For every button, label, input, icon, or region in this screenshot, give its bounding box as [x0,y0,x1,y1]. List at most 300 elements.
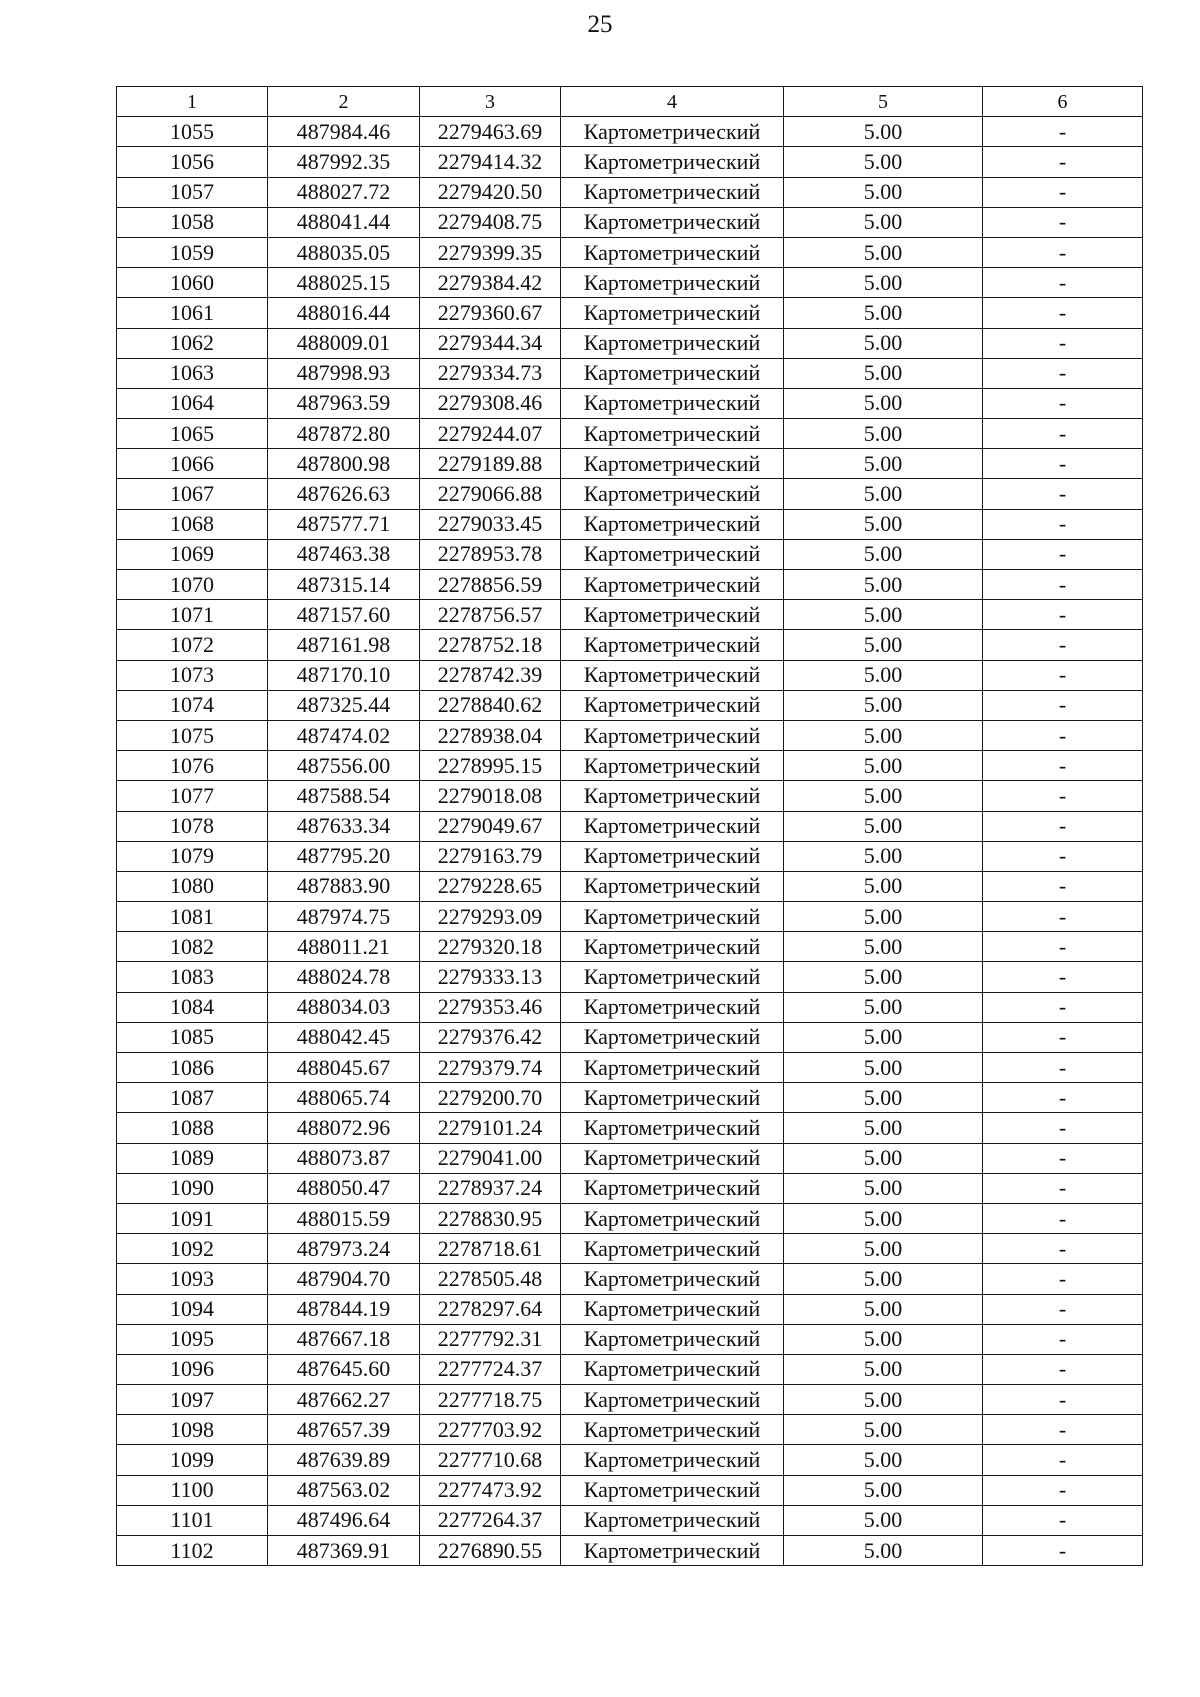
y-coordinate-cell: 2279293.09 [420,902,561,932]
accuracy-cell: 5.00 [784,1415,983,1445]
y-coordinate-cell: 2279244.07 [420,419,561,449]
y-coordinate-cell: 2279333.13 [420,962,561,992]
note-cell: - [983,1022,1143,1052]
method-cell: Картометрический [561,1203,784,1233]
x-coordinate-cell: 487667.18 [268,1324,420,1354]
note-cell: - [983,388,1143,418]
table-row [117,962,1143,992]
column-header-2: 2 [268,87,420,117]
accuracy-cell: 5.00 [784,237,983,267]
method-cell: Картометрический [561,660,784,690]
accuracy-cell: 5.00 [784,630,983,660]
point-number-cell: 1081 [117,902,268,932]
point-number-cell: 1078 [117,811,268,841]
method-cell: Картометрический [561,1143,784,1173]
method-cell: Картометрический [561,328,784,358]
accuracy-cell: 5.00 [784,1173,983,1203]
y-coordinate-cell: 2277718.75 [420,1385,561,1415]
table-row [117,539,1143,569]
x-coordinate-cell: 487588.54 [268,781,420,811]
y-coordinate-cell: 2279066.88 [420,479,561,509]
y-coordinate-cell: 2278840.62 [420,690,561,720]
column-header-1: 1 [117,87,268,117]
point-number-cell: 1063 [117,358,268,388]
y-coordinate-cell: 2278830.95 [420,1203,561,1233]
accuracy-cell: 5.00 [784,388,983,418]
point-number-cell: 1080 [117,871,268,901]
method-cell: Картометрический [561,147,784,177]
x-coordinate-cell: 487872.80 [268,419,420,449]
table-row [117,781,1143,811]
x-coordinate-cell: 487463.38 [268,539,420,569]
table-row [117,1053,1143,1083]
y-coordinate-cell: 2279408.75 [420,207,561,237]
x-coordinate-cell: 487626.63 [268,479,420,509]
note-cell: - [983,1113,1143,1143]
accuracy-cell: 5.00 [784,932,983,962]
y-coordinate-cell: 2279414.32 [420,147,561,177]
y-coordinate-cell: 2279420.50 [420,177,561,207]
accuracy-cell: 5.00 [784,1324,983,1354]
y-coordinate-cell: 2279189.88 [420,449,561,479]
method-cell: Картометрический [561,1173,784,1203]
x-coordinate-cell: 488073.87 [268,1143,420,1173]
note-cell: - [983,449,1143,479]
note-cell: - [983,1415,1143,1445]
method-cell: Картометрический [561,962,784,992]
x-coordinate-cell: 488011.21 [268,932,420,962]
accuracy-cell: 5.00 [784,1053,983,1083]
column-header-3: 3 [420,87,561,117]
x-coordinate-cell: 488041.44 [268,207,420,237]
x-coordinate-cell: 488027.72 [268,177,420,207]
method-cell: Картометрический [561,1083,784,1113]
table-body [117,117,1143,1566]
point-number-cell: 1074 [117,690,268,720]
x-coordinate-cell: 487662.27 [268,1385,420,1415]
table-row [117,177,1143,207]
y-coordinate-cell: 2279200.70 [420,1083,561,1113]
accuracy-cell: 5.00 [784,992,983,1022]
note-cell: - [983,177,1143,207]
point-number-cell: 1094 [117,1294,268,1324]
x-coordinate-cell: 487325.44 [268,690,420,720]
y-coordinate-cell: 2279308.46 [420,388,561,418]
accuracy-cell: 5.00 [784,1505,983,1535]
note-cell: - [983,268,1143,298]
note-cell: - [983,902,1143,932]
method-cell: Картометрический [561,600,784,630]
note-cell: - [983,1234,1143,1264]
table-row [117,992,1143,1022]
note-cell: - [983,1475,1143,1505]
point-number-cell: 1095 [117,1324,268,1354]
note-cell: - [983,1264,1143,1294]
y-coordinate-cell: 2279320.18 [420,932,561,962]
accuracy-cell: 5.00 [784,419,983,449]
method-cell: Картометрический [561,419,784,449]
note-cell: - [983,1203,1143,1233]
accuracy-cell: 5.00 [784,207,983,237]
note-cell: - [983,1294,1143,1324]
accuracy-cell: 5.00 [784,1294,983,1324]
note-cell: - [983,841,1143,871]
y-coordinate-cell: 2278752.18 [420,630,561,660]
table-row [117,419,1143,449]
note-cell: - [983,1445,1143,1475]
table-row [117,1173,1143,1203]
point-number-cell: 1068 [117,509,268,539]
accuracy-cell: 5.00 [784,660,983,690]
accuracy-cell: 5.00 [784,1143,983,1173]
point-number-cell: 1093 [117,1264,268,1294]
x-coordinate-cell: 487639.89 [268,1445,420,1475]
method-cell: Картометрический [561,1354,784,1384]
coordinates-table [116,86,1143,1566]
method-cell: Картометрический [561,298,784,328]
x-coordinate-cell: 487844.19 [268,1294,420,1324]
accuracy-cell: 5.00 [784,298,983,328]
point-number-cell: 1079 [117,841,268,871]
x-coordinate-cell: 488034.03 [268,992,420,1022]
accuracy-cell: 5.00 [784,1445,983,1475]
x-coordinate-cell: 488045.67 [268,1053,420,1083]
method-cell: Картометрический [561,811,784,841]
y-coordinate-cell: 2278856.59 [420,570,561,600]
note-cell: - [983,690,1143,720]
point-number-cell: 1083 [117,962,268,992]
header-row [117,87,1143,117]
accuracy-cell: 5.00 [784,177,983,207]
accuracy-cell: 5.00 [784,1022,983,1052]
method-cell: Картометрический [561,479,784,509]
point-number-cell: 1082 [117,932,268,962]
accuracy-cell: 5.00 [784,1203,983,1233]
method-cell: Картометрический [561,1445,784,1475]
table-row [117,841,1143,871]
note-cell: - [983,1354,1143,1384]
method-cell: Картометрический [561,1234,784,1264]
accuracy-cell: 5.00 [784,449,983,479]
accuracy-cell: 5.00 [784,871,983,901]
point-number-cell: 1088 [117,1113,268,1143]
x-coordinate-cell: 487998.93 [268,358,420,388]
point-number-cell: 1067 [117,479,268,509]
note-cell: - [983,419,1143,449]
accuracy-cell: 5.00 [784,600,983,630]
accuracy-cell: 5.00 [784,1234,983,1264]
note-cell: - [983,1505,1143,1535]
x-coordinate-cell: 488024.78 [268,962,420,992]
note-cell: - [983,1053,1143,1083]
method-cell: Картометрический [561,1294,784,1324]
accuracy-cell: 5.00 [784,1354,983,1384]
point-number-cell: 1099 [117,1445,268,1475]
note-cell: - [983,1173,1143,1203]
table-row [117,358,1143,388]
y-coordinate-cell: 2279384.42 [420,268,561,298]
x-coordinate-cell: 487633.34 [268,811,420,841]
method-cell: Картометрический [561,207,784,237]
table-row [117,1354,1143,1384]
accuracy-cell: 5.00 [784,1385,983,1415]
x-coordinate-cell: 487974.75 [268,902,420,932]
point-number-cell: 1055 [117,117,268,147]
y-coordinate-cell: 2279041.00 [420,1143,561,1173]
table-row [117,1022,1143,1052]
y-coordinate-cell: 2277710.68 [420,1445,561,1475]
x-coordinate-cell: 487157.60 [268,600,420,630]
method-cell: Картометрический [561,1536,784,1566]
y-coordinate-cell: 2278756.57 [420,600,561,630]
accuracy-cell: 5.00 [784,811,983,841]
accuracy-cell: 5.00 [784,720,983,750]
table-row [117,388,1143,418]
y-coordinate-cell: 2279379.74 [420,1053,561,1083]
y-coordinate-cell: 2278953.78 [420,539,561,569]
accuracy-cell: 5.00 [784,1113,983,1143]
note-cell: - [983,1143,1143,1173]
table-row [117,1113,1143,1143]
table-row [117,268,1143,298]
y-coordinate-cell: 2279101.24 [420,1113,561,1143]
x-coordinate-cell: 487795.20 [268,841,420,871]
y-coordinate-cell: 2279399.35 [420,237,561,267]
table-row [117,298,1143,328]
table-row [117,751,1143,781]
x-coordinate-cell: 488072.96 [268,1113,420,1143]
y-coordinate-cell: 2279376.42 [420,1022,561,1052]
y-coordinate-cell: 2278742.39 [420,660,561,690]
table-row [117,509,1143,539]
table-row [117,871,1143,901]
note-cell: - [983,358,1143,388]
accuracy-cell: 5.00 [784,1083,983,1113]
point-number-cell: 1089 [117,1143,268,1173]
x-coordinate-cell: 488009.01 [268,328,420,358]
table-row [117,1083,1143,1113]
method-cell: Картометрический [561,449,784,479]
note-cell: - [983,117,1143,147]
y-coordinate-cell: 2276890.55 [420,1536,561,1566]
point-number-cell: 1059 [117,237,268,267]
method-cell: Картометрический [561,1505,784,1535]
accuracy-cell: 5.00 [784,539,983,569]
method-cell: Картометрический [561,1264,784,1294]
accuracy-cell: 5.00 [784,1536,983,1566]
y-coordinate-cell: 2279228.65 [420,871,561,901]
x-coordinate-cell: 487577.71 [268,509,420,539]
y-coordinate-cell: 2277264.37 [420,1505,561,1535]
table-row [117,1505,1143,1535]
method-cell: Картометрический [561,781,784,811]
note-cell: - [983,630,1143,660]
accuracy-cell: 5.00 [784,902,983,932]
column-header-6: 6 [983,87,1143,117]
method-cell: Картометрический [561,1113,784,1143]
accuracy-cell: 5.00 [784,358,983,388]
y-coordinate-cell: 2278718.61 [420,1234,561,1264]
method-cell: Картометрический [561,358,784,388]
x-coordinate-cell: 488016.44 [268,298,420,328]
method-cell: Картометрический [561,751,784,781]
table-row [117,1385,1143,1415]
table-row [117,1536,1143,1566]
method-cell: Картометрический [561,1022,784,1052]
point-number-cell: 1077 [117,781,268,811]
point-number-cell: 1086 [117,1053,268,1083]
point-number-cell: 1087 [117,1083,268,1113]
accuracy-cell: 5.00 [784,328,983,358]
table-row [117,660,1143,690]
y-coordinate-cell: 2277724.37 [420,1354,561,1384]
point-number-cell: 1065 [117,419,268,449]
point-number-cell: 1069 [117,539,268,569]
y-coordinate-cell: 2279353.46 [420,992,561,1022]
method-cell: Картометрический [561,237,784,267]
x-coordinate-cell: 487973.24 [268,1234,420,1264]
table-row [117,1143,1143,1173]
note-cell: - [983,539,1143,569]
accuracy-cell: 5.00 [784,570,983,600]
accuracy-cell: 5.00 [784,1264,983,1294]
accuracy-cell: 5.00 [784,268,983,298]
x-coordinate-cell: 487496.64 [268,1505,420,1535]
note-cell: - [983,1385,1143,1415]
point-number-cell: 1073 [117,660,268,690]
note-cell: - [983,479,1143,509]
table-row [117,1415,1143,1445]
x-coordinate-cell: 488025.15 [268,268,420,298]
note-cell: - [983,871,1143,901]
page-number: 25 [587,11,613,38]
point-number-cell: 1066 [117,449,268,479]
note-cell: - [983,328,1143,358]
table-row [117,207,1143,237]
point-number-cell: 1062 [117,328,268,358]
x-coordinate-cell: 487369.91 [268,1536,420,1566]
accuracy-cell: 5.00 [784,147,983,177]
point-number-cell: 1084 [117,992,268,1022]
point-number-cell: 1071 [117,600,268,630]
x-coordinate-cell: 487800.98 [268,449,420,479]
x-coordinate-cell: 487161.98 [268,630,420,660]
point-number-cell: 1076 [117,751,268,781]
note-cell: - [983,781,1143,811]
method-cell: Картометрический [561,932,784,962]
accuracy-cell: 5.00 [784,690,983,720]
method-cell: Картометрический [561,1324,784,1354]
point-number-cell: 1101 [117,1505,268,1535]
column-header-5: 5 [784,87,983,117]
point-number-cell: 1100 [117,1475,268,1505]
table-row [117,690,1143,720]
y-coordinate-cell: 2277792.31 [420,1324,561,1354]
x-coordinate-cell: 488065.74 [268,1083,420,1113]
method-cell: Картометрический [561,1385,784,1415]
method-cell: Картометрический [561,630,784,660]
point-number-cell: 1072 [117,630,268,660]
note-cell: - [983,1324,1143,1354]
table-row [117,237,1143,267]
y-coordinate-cell: 2278505.48 [420,1264,561,1294]
method-cell: Картометрический [561,902,784,932]
table-row [117,932,1143,962]
table-row [117,570,1143,600]
point-number-cell: 1075 [117,720,268,750]
note-cell: - [983,1536,1143,1566]
note-cell: - [983,932,1143,962]
y-coordinate-cell: 2279344.34 [420,328,561,358]
method-cell: Картометрический [561,871,784,901]
point-number-cell: 1057 [117,177,268,207]
y-coordinate-cell: 2279033.45 [420,509,561,539]
x-coordinate-cell: 487904.70 [268,1264,420,1294]
method-cell: Картометрический [561,720,784,750]
note-cell: - [983,237,1143,267]
point-number-cell: 1092 [117,1234,268,1264]
table-row [117,479,1143,509]
method-cell: Картометрический [561,841,784,871]
table-row [117,1475,1143,1505]
y-coordinate-cell: 2277703.92 [420,1415,561,1445]
method-cell: Картометрический [561,1415,784,1445]
note-cell: - [983,751,1143,781]
point-number-cell: 1056 [117,147,268,177]
accuracy-cell: 5.00 [784,1475,983,1505]
y-coordinate-cell: 2279360.67 [420,298,561,328]
x-coordinate-cell: 487963.59 [268,388,420,418]
note-cell: - [983,992,1143,1022]
x-coordinate-cell: 487563.02 [268,1475,420,1505]
x-coordinate-cell: 487556.00 [268,751,420,781]
table-row [117,449,1143,479]
note-cell: - [983,600,1143,630]
accuracy-cell: 5.00 [784,751,983,781]
note-cell: - [983,207,1143,237]
table-row [117,1203,1143,1233]
y-coordinate-cell: 2277473.92 [420,1475,561,1505]
point-number-cell: 1070 [117,570,268,600]
y-coordinate-cell: 2278938.04 [420,720,561,750]
point-number-cell: 1085 [117,1022,268,1052]
x-coordinate-cell: 488035.05 [268,237,420,267]
method-cell: Картометрический [561,690,784,720]
table-row [117,117,1143,147]
note-cell: - [983,660,1143,690]
point-number-cell: 1058 [117,207,268,237]
x-coordinate-cell: 488042.45 [268,1022,420,1052]
note-cell: - [983,1083,1143,1113]
accuracy-cell: 5.00 [784,509,983,539]
table-header [117,87,1143,117]
x-coordinate-cell: 487883.90 [268,871,420,901]
column-header-4: 4 [561,87,784,117]
x-coordinate-cell: 487474.02 [268,720,420,750]
method-cell: Картометрический [561,992,784,1022]
method-cell: Картометрический [561,117,784,147]
y-coordinate-cell: 2278297.64 [420,1294,561,1324]
point-number-cell: 1097 [117,1385,268,1415]
note-cell: - [983,147,1143,177]
note-cell: - [983,811,1143,841]
table-row [117,902,1143,932]
table-row [117,1264,1143,1294]
method-cell: Картометрический [561,570,784,600]
y-coordinate-cell: 2279018.08 [420,781,561,811]
x-coordinate-cell: 487992.35 [268,147,420,177]
note-cell: - [983,509,1143,539]
